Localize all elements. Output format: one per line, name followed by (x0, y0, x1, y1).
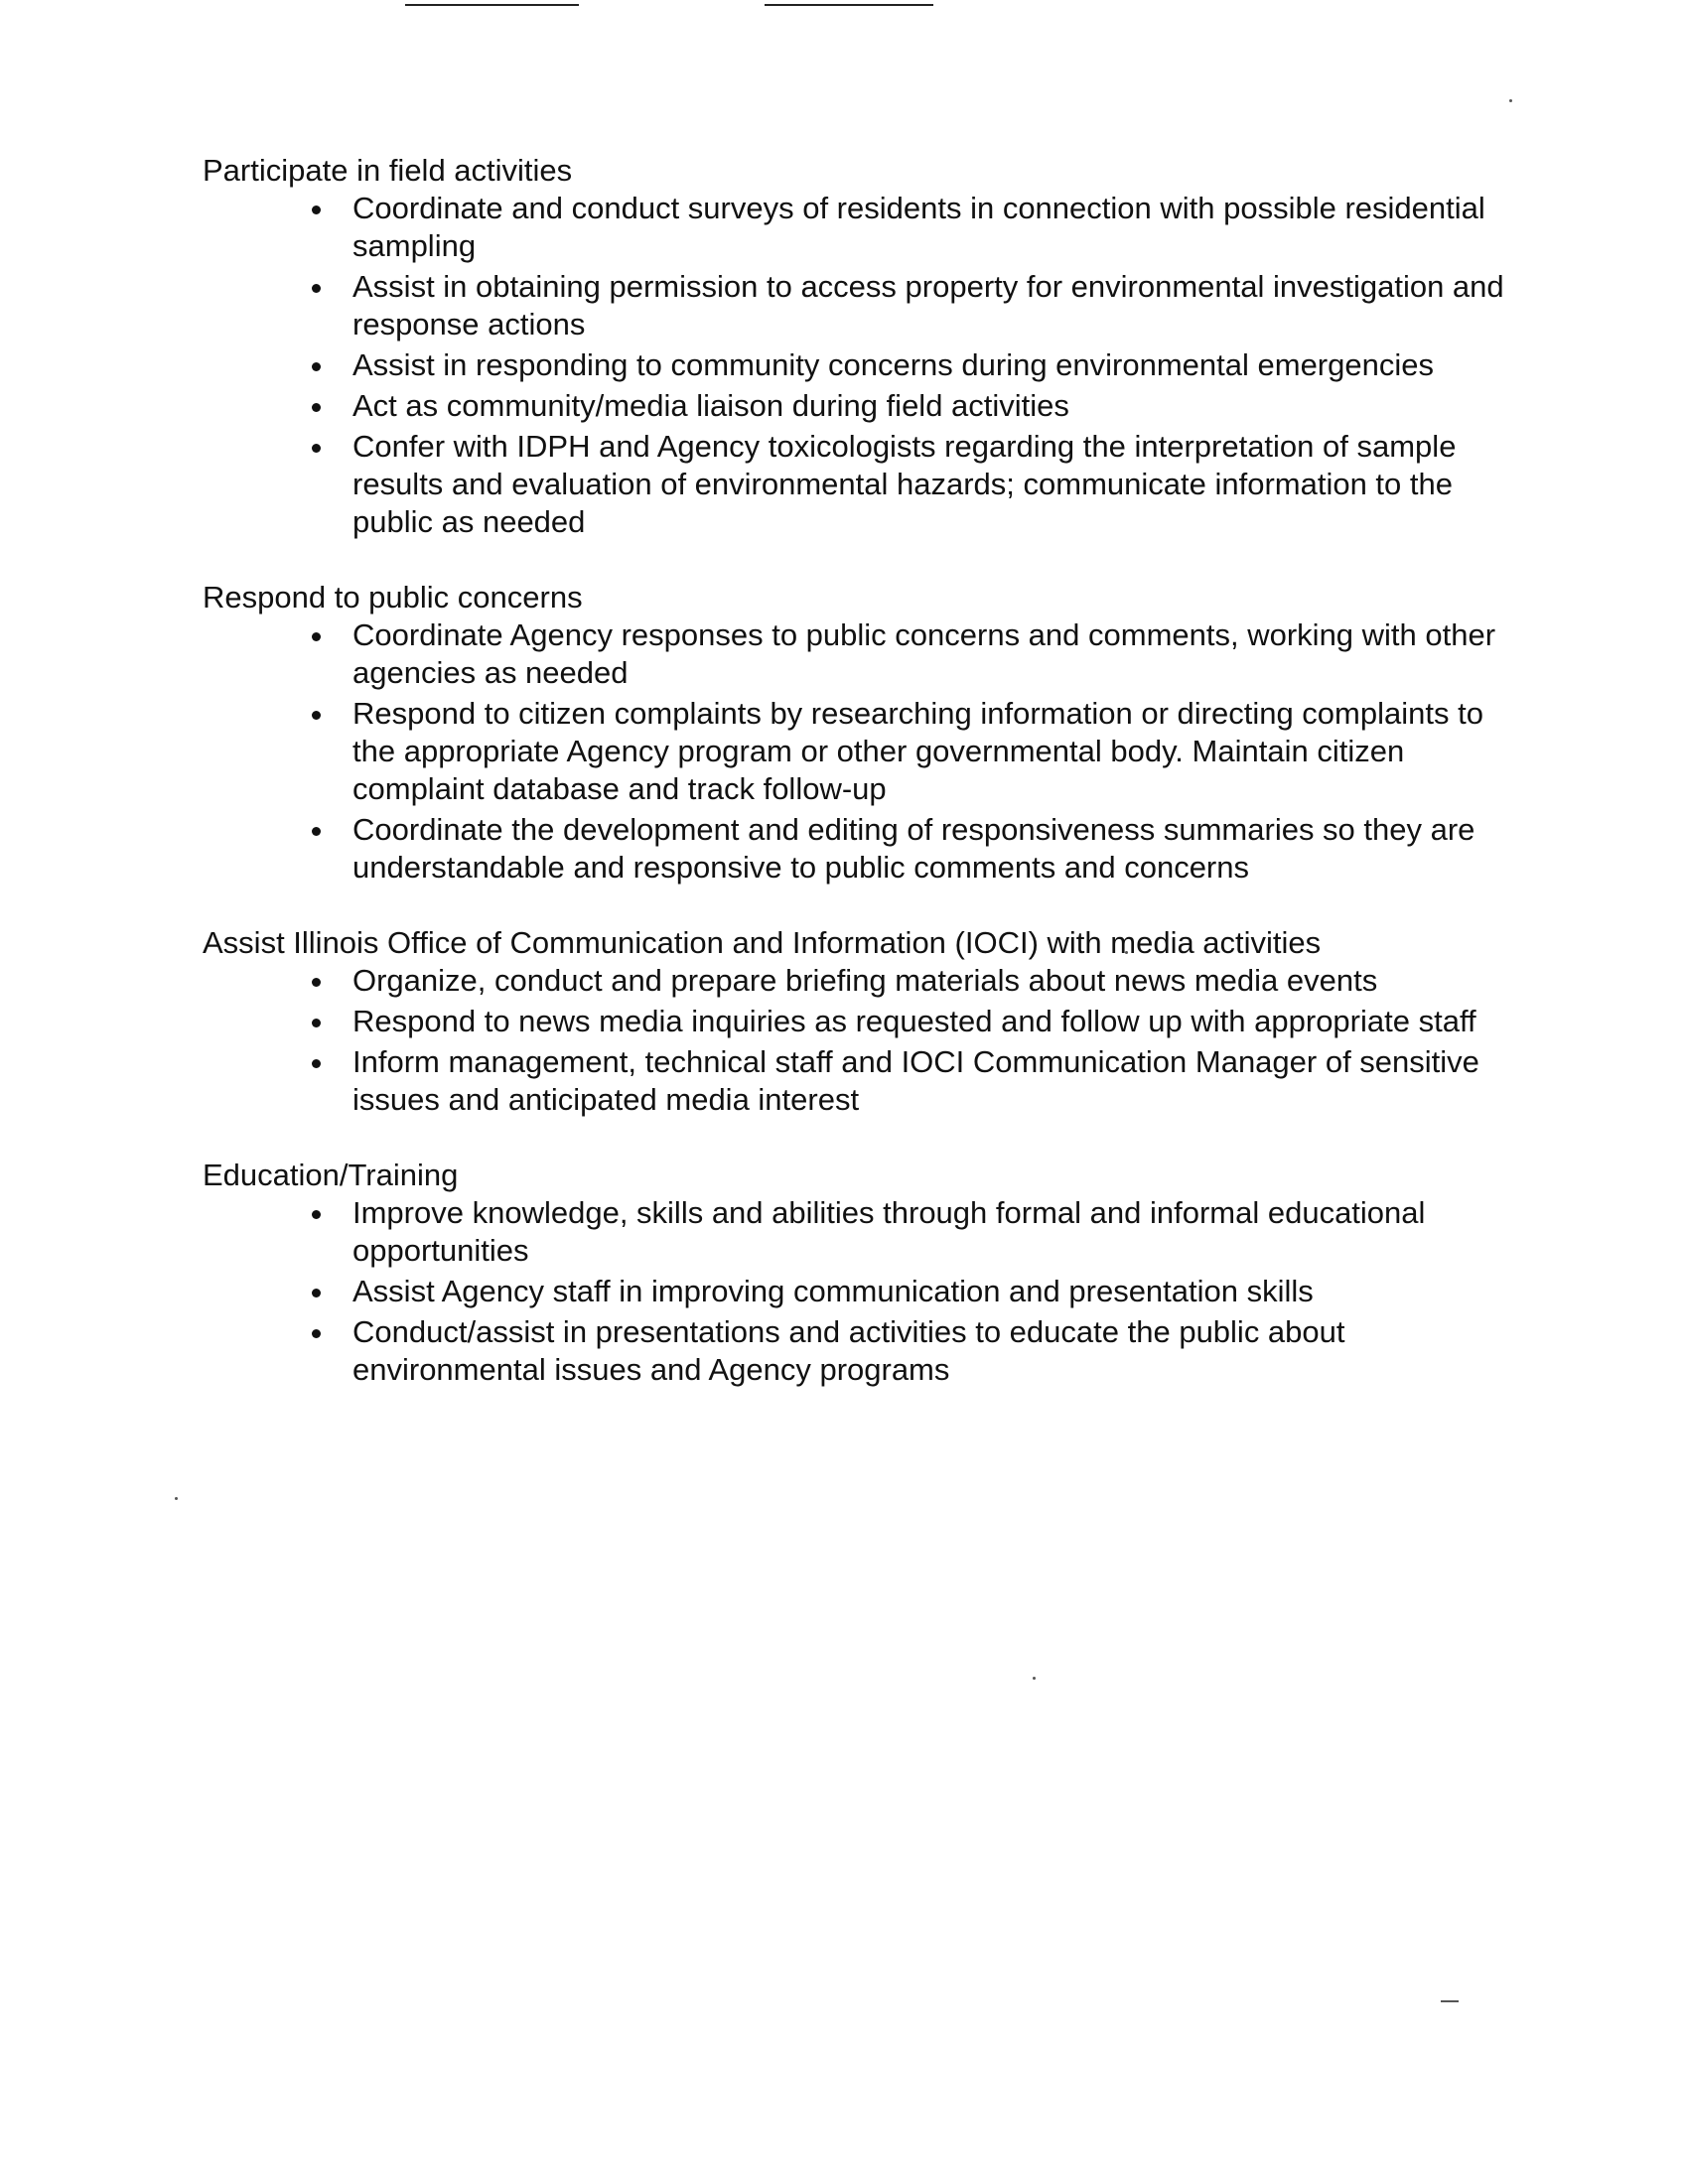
bullet-list (203, 1194, 1533, 1389)
bullet-icon (312, 403, 321, 412)
bullet-icon (312, 362, 321, 371)
list-item: Assist in obtaining permission to access property for environmental investigation and response actions (352, 268, 1533, 343)
section-heading: Education/Training (203, 1158, 459, 1192)
section-media-activities (203, 924, 1533, 1119)
list-item: Act as community/media liaison during field activities (352, 387, 1533, 425)
scan-speck (1441, 2000, 1459, 2002)
list-item: Coordinate Agency responses to public concerns and comments, working with other agencies as needed (352, 616, 1533, 692)
bullet-icon (312, 1329, 321, 1338)
section-heading: Respond to public concerns (203, 580, 583, 614)
bullet-icon (312, 1059, 321, 1068)
list-item: Assist in responding to community concerns during environmental emergencies (352, 346, 1533, 384)
list-item: Inform management, technical staff and IOCI Communication Manager of sensitive issues and anticipated media interest (352, 1043, 1533, 1119)
list-item: Assist Agency staff in improving communication and presentation skills (352, 1273, 1533, 1310)
bullet-icon (312, 1210, 321, 1219)
scan-speck (1033, 1677, 1036, 1680)
bullet-icon (312, 444, 321, 453)
section-field-activities (203, 152, 1533, 541)
bullet-icon (312, 978, 321, 987)
bullet-icon (312, 711, 321, 720)
list-item: Conduct/assist in presentations and activities to educate the public about environmental issues and Agency programs (352, 1313, 1533, 1389)
list-item: Improve knowledge, skills and abilities through formal and informal educational opportunities (352, 1194, 1533, 1270)
bullet-icon (312, 1019, 321, 1027)
bullet-icon (312, 205, 321, 214)
bullet-list (203, 616, 1533, 887)
bullet-list (203, 962, 1533, 1119)
section-public-concerns (203, 579, 1533, 887)
top-rule-left (405, 4, 579, 6)
bullet-icon (312, 827, 321, 836)
bullet-icon (312, 632, 321, 641)
list-item: Respond to news media inquiries as requested and follow up with appropriate staff (352, 1003, 1533, 1040)
bullet-icon (312, 1289, 321, 1297)
section-heading: Assist Illinois Office of Communication and Information (IOCI) with media activities (203, 925, 1322, 960)
document-body (203, 152, 1533, 1427)
top-rule-right (765, 4, 933, 6)
section-heading: Participate in field activities (203, 153, 573, 188)
list-item: Respond to citizen complaints by researching information or directing complaints to the appropriate Agency program or other governmental body. Maintain citizen complaint database and track follow-up (352, 695, 1533, 808)
list-item: Confer with IDPH and Agency toxicologists regarding the interpretation of sample results and evaluation of environmental hazards; communicate information to the public as needed (352, 428, 1533, 541)
bullet-icon (312, 284, 321, 293)
section-education-training (203, 1157, 1533, 1389)
list-item: Coordinate and conduct surveys of residents in connection with possible residential sampling (352, 190, 1533, 265)
scan-speck (1509, 99, 1512, 102)
list-item: Coordinate the development and editing of responsiveness summaries so they are understandable and responsive to public comments and concerns (352, 811, 1533, 887)
bullet-list (203, 190, 1533, 541)
list-item: Organize, conduct and prepare briefing materials about news media events (352, 962, 1533, 1000)
scan-speck (175, 1497, 178, 1500)
